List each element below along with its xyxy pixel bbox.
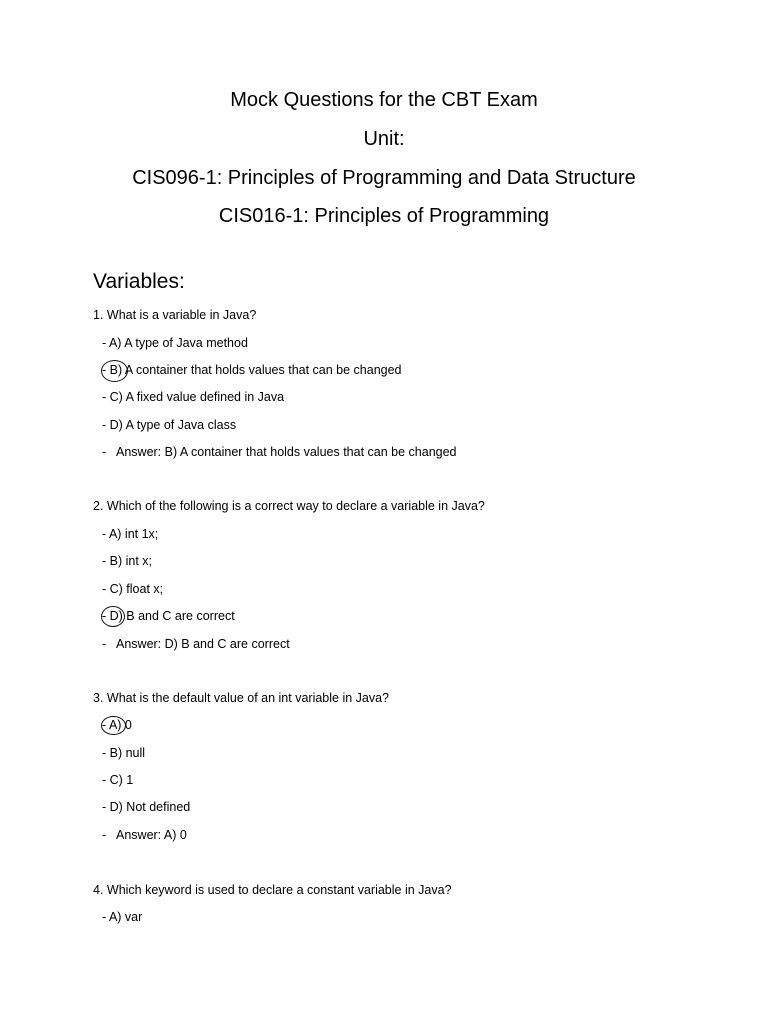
answer-dash: -: [102, 637, 107, 651]
option: - D) B and C are correct: [102, 609, 235, 623]
unit-name-1: CIS096-1: Principles of Programming and Data Structure: [132, 167, 636, 189]
question-text: 2. Which of the following is a correct way to declare a variable in Java?: [93, 499, 485, 513]
answer-dash: -: [102, 445, 107, 459]
option: - D) A type of Java class: [102, 418, 237, 432]
option: - C) A fixed value defined in Java: [102, 390, 285, 404]
answer-text: Answer: B) A container that holds values that can be changed: [116, 445, 457, 459]
option: - A) var: [102, 910, 143, 924]
answer-line: [102, 827, 187, 843]
option: - B) null: [102, 746, 146, 760]
question-text: 4. Which keyword is used to declare a constant variable in Java?: [93, 883, 452, 897]
option: - C) 1: [102, 773, 134, 787]
answer-dash: -: [102, 828, 107, 842]
option: - A) A type of Java method: [102, 336, 248, 350]
question-text: 3. What is the default value of an int variable in Java?: [93, 691, 390, 705]
option: - D) Not defined: [102, 800, 191, 814]
answer-text: Answer: A) 0: [116, 828, 187, 842]
document-title: Mock Questions for the CBT Exam: [230, 89, 538, 111]
unit-name-2: CIS016-1: Principles of Programming: [218, 205, 550, 227]
option: - A) int 1x;: [102, 527, 159, 541]
option: - B) int x;: [102, 554, 153, 568]
answer-line: [102, 636, 290, 652]
option: - C) float x;: [102, 582, 164, 596]
section-heading: Variables:: [93, 270, 185, 293]
question-text: 1. What is a variable in Java?: [93, 308, 257, 322]
option: - A) 0: [102, 718, 132, 732]
option: - B) A container that holds values that can be changed: [102, 363, 402, 377]
unit-label: Unit:: [363, 128, 405, 150]
answer-text: Answer: D) B and C are correct: [116, 637, 290, 651]
answer-line: [102, 444, 457, 460]
